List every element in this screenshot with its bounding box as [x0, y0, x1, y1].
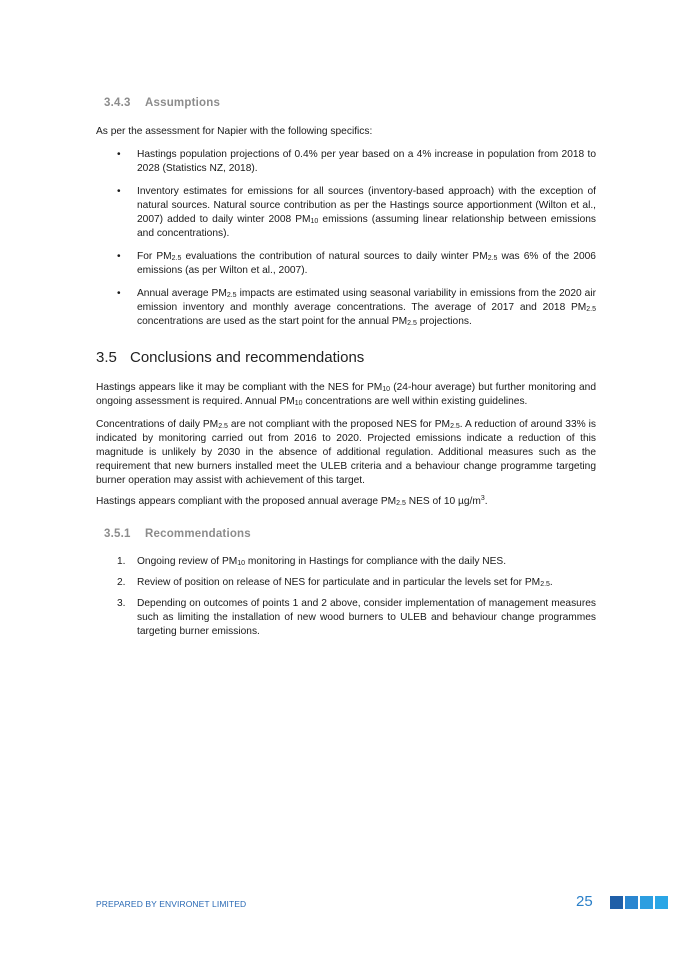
- list-number: 2.: [117, 577, 126, 588]
- conclusion-paragraph: Hastings appears like it may be compliant with the NES for $PM_{10}$ (24-hour average) but further monitoring and ongoing assessment is required. Annual $PM_{10}$ concentrations are well within existing guidelines.: [96, 382, 596, 407]
- heading-3-4-3: [104, 97, 220, 109]
- assumption-item: • Inventory estimates for emissions for all sources (inventory-based approach) with the exception of natural sources. Natural source contribution as per the Hastings source apportionment (Wilton et al., 2007) added to daily winter 2008 $PM_{10}$ emissions (assuming linear relationship between emissions and concentrations).: [117, 186, 597, 239]
- footer-squares: [610, 896, 668, 909]
- assumption-item: • Annual average $PM_{2.5}$ impacts are estimated using seasonal variability in emissions from the 2020 air emission inventory and monthly average concentrations. The average of 2017 and 2018 $PM_{2.5}$ concentrations are used as the start point for the annual $PM_{2.5}$ projections.: [117, 288, 597, 327]
- assumptions-list: [96, 148, 596, 329]
- heading-number: 3.5.1: [104, 528, 131, 540]
- assumptions-intro: As per the assessment for Napier with the following specifics:: [96, 126, 373, 137]
- footer-square: [640, 896, 653, 909]
- heading-3-5: [96, 349, 364, 366]
- footer-square: [655, 896, 668, 909]
- footer-square: [610, 896, 623, 909]
- bullet-marker: •: [117, 186, 121, 197]
- list-number: 1.: [117, 556, 126, 567]
- assumption-item: • Hastings population projections of 0.4% per year based on a 4% increase in population from 2018 to 2028 (Statistics NZ, 2018).: [117, 149, 596, 174]
- conclusion-paragraph: Hastings appears compliant with the proposed annual average $PM_{2.5}$ NES of 10 $\mu g/m^3$.: [96, 495, 488, 507]
- footer-prepared-by: PREPARED BY ENVIRONET LIMITED: [96, 899, 247, 909]
- heading-title: Recommendations: [145, 528, 251, 540]
- heading-title: Conclusions and recommendations: [130, 349, 365, 366]
- bullet-marker: •: [117, 149, 121, 160]
- page-number: 25: [576, 893, 593, 910]
- recommendations-list: [96, 555, 596, 639]
- heading-3-5-1: [104, 528, 251, 540]
- footer-square: [625, 896, 638, 909]
- conclusion-paragraph: Concentrations of daily $PM_{2.5}$ are not compliant with the proposed NES for $PM_{2.5}$. A reduction of around 33% is indicated by monitoring carried out from 2016 to 2020. Projected emissions indicate a reduction of this magnitude is unlikely by 2030 in the absence of additional regulation. Additional measures such as the requirement that new burners installed meet the ULEB criteria and a behaviour change programme targeting burner operation may assist with achievement of this target.: [96, 419, 597, 486]
- heading-number: 3.4.3: [104, 97, 131, 109]
- recommendation-item: 3. Depending on outcomes of points 1 and 2 above, consider implementation of management measures such as limiting the installation of new wood burners to ULEB and behaviour change programmes targeting burner emissions.: [117, 598, 596, 637]
- list-number: 3.: [117, 598, 126, 609]
- recommendation-item: 2. Review of position on release of NES for particulate and in particular the levels set for $PM_{2.5}$.: [117, 577, 553, 588]
- assumption-item: • For $PM_{2.5}$ evaluations the contribution of natural sources to daily winter $PM_{2.5}$ was 6% of the 2006 emissions (as per Wilton et al., 2007).: [117, 251, 596, 276]
- bullet-marker: •: [117, 288, 121, 299]
- heading-title: Assumptions: [145, 97, 221, 109]
- recommendation-item: 1. Ongoing review of $PM_{10}$ monitoring in Hastings for compliance with the daily NES.: [117, 556, 507, 567]
- bullet-marker: •: [117, 251, 121, 262]
- heading-number: 3.5: [96, 349, 117, 366]
